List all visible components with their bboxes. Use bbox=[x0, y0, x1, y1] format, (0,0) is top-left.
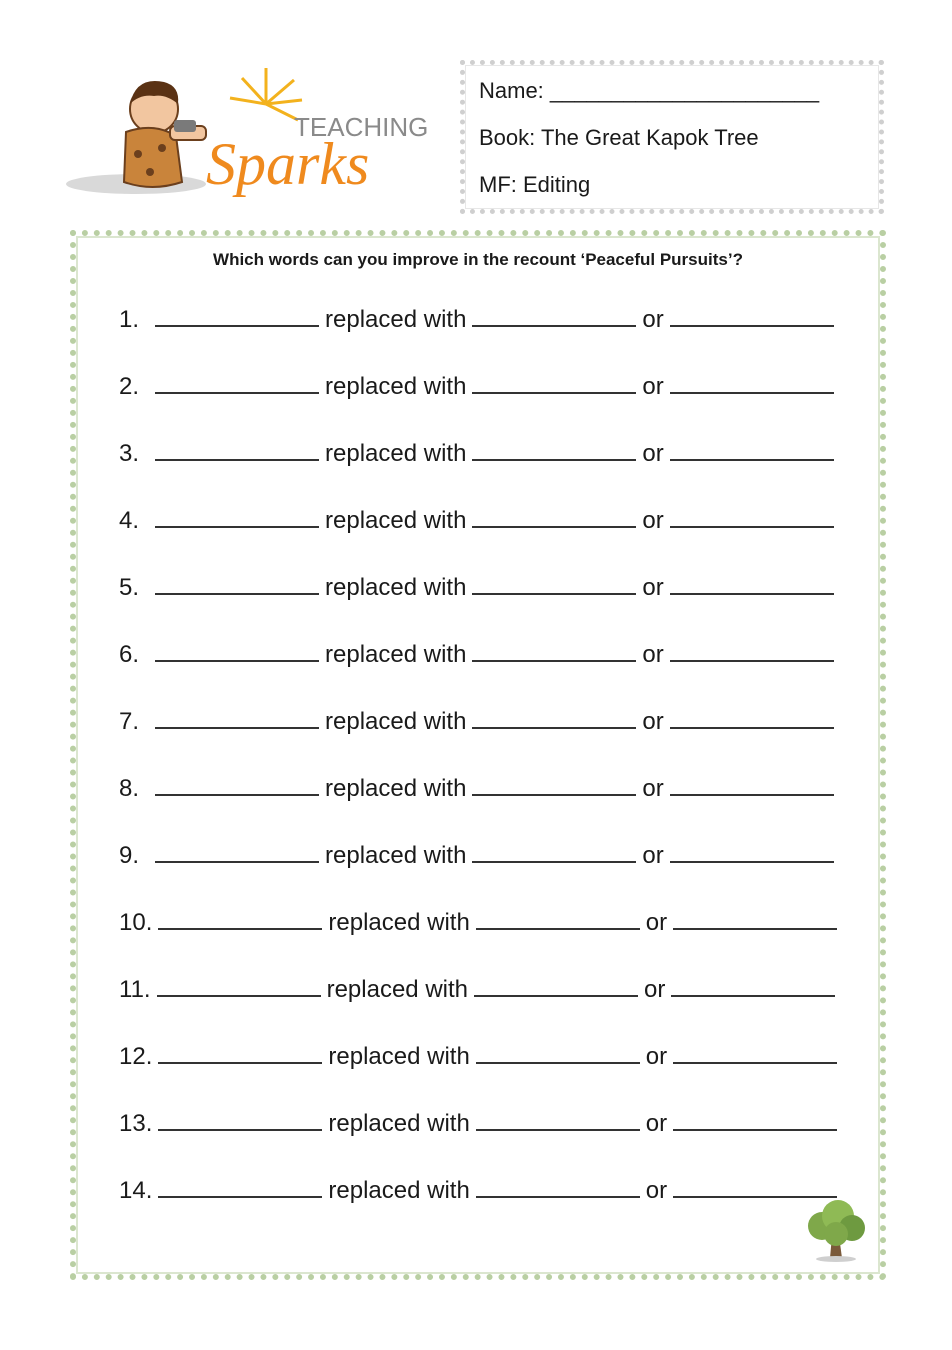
original-word-blank[interactable] bbox=[155, 307, 319, 327]
or-label: or bbox=[642, 775, 664, 802]
book-title: Book: The Great Kapok Tree bbox=[479, 125, 759, 150]
worksheet-panel bbox=[70, 230, 886, 1280]
replaced-with-label: replaced with bbox=[325, 775, 467, 802]
answer-row bbox=[119, 1110, 880, 1177]
row-number: 1. bbox=[119, 306, 140, 333]
replacement-two-blank[interactable] bbox=[670, 575, 834, 595]
logo-text-top: TEACHING bbox=[294, 112, 429, 142]
replacement-one-blank[interactable] bbox=[476, 1044, 640, 1064]
replacement-two-blank[interactable] bbox=[670, 843, 834, 863]
answer-row bbox=[119, 976, 880, 1043]
replacement-one-blank[interactable] bbox=[472, 709, 636, 729]
replacement-one-blank[interactable] bbox=[472, 575, 636, 595]
row-number: 8. bbox=[119, 775, 140, 802]
replacement-two-blank[interactable] bbox=[673, 1178, 837, 1198]
mf-focus: MF: Editing bbox=[479, 172, 591, 197]
replacement-two-blank[interactable] bbox=[673, 910, 837, 930]
row-number: 14. bbox=[119, 1177, 153, 1204]
answer-row bbox=[119, 507, 880, 574]
answer-row bbox=[119, 306, 880, 373]
row-number: 3. bbox=[119, 440, 140, 467]
or-label: or bbox=[645, 909, 668, 936]
row-number: 6. bbox=[119, 641, 140, 668]
answer-row bbox=[119, 1043, 880, 1110]
name-field-label: Name: ______________________ bbox=[479, 78, 820, 103]
answer-row bbox=[119, 641, 880, 708]
replacement-one-blank[interactable] bbox=[474, 977, 638, 997]
replacement-two-blank[interactable] bbox=[670, 776, 834, 796]
answer-row bbox=[119, 909, 880, 976]
replaced-with-label: replaced with bbox=[325, 373, 467, 400]
original-word-blank[interactable] bbox=[155, 843, 319, 863]
row-number: 10. bbox=[119, 909, 153, 936]
replacement-two-blank[interactable] bbox=[671, 977, 835, 997]
or-label: or bbox=[642, 507, 664, 534]
replacement-one-blank[interactable] bbox=[472, 776, 636, 796]
row-number: 7. bbox=[119, 708, 140, 735]
answer-row bbox=[119, 708, 880, 775]
answer-row bbox=[119, 842, 880, 909]
replacement-one-blank[interactable] bbox=[472, 642, 636, 662]
tree-icon bbox=[802, 1196, 870, 1264]
row-number: 12. bbox=[119, 1043, 153, 1070]
replacement-one-blank[interactable] bbox=[472, 441, 636, 461]
replacement-two-blank[interactable] bbox=[670, 709, 834, 729]
replaced-with-label: replaced with bbox=[328, 1043, 470, 1070]
original-word-blank[interactable] bbox=[155, 508, 319, 528]
replaced-with-label: replaced with bbox=[325, 440, 467, 467]
answer-row bbox=[119, 373, 880, 440]
replacement-one-blank[interactable] bbox=[472, 374, 636, 394]
replacement-two-blank[interactable] bbox=[670, 307, 834, 327]
original-word-blank[interactable] bbox=[157, 977, 321, 997]
replacement-one-blank[interactable] bbox=[476, 1178, 640, 1198]
answer-row bbox=[119, 1177, 880, 1244]
replacement-two-blank[interactable] bbox=[670, 374, 834, 394]
or-label: or bbox=[642, 373, 664, 400]
replacement-one-blank[interactable] bbox=[472, 508, 636, 528]
caveman-mascot-icon bbox=[124, 81, 206, 187]
or-label: or bbox=[644, 976, 666, 1003]
replaced-with-label: replaced with bbox=[325, 641, 467, 668]
replaced-with-label: replaced with bbox=[328, 1177, 470, 1204]
replacement-two-blank[interactable] bbox=[670, 642, 834, 662]
answer-row bbox=[119, 440, 880, 507]
or-label: or bbox=[642, 306, 664, 333]
or-label: or bbox=[645, 1043, 668, 1070]
student-info-box bbox=[460, 60, 884, 214]
answer-rows bbox=[119, 306, 880, 1244]
replaced-with-label: replaced with bbox=[326, 976, 469, 1003]
row-number: 13. bbox=[119, 1110, 153, 1137]
replaced-with-label: replaced with bbox=[325, 306, 467, 333]
replaced-with-label: replaced with bbox=[325, 708, 467, 735]
or-label: or bbox=[642, 440, 664, 467]
original-word-blank[interactable] bbox=[158, 1178, 322, 1198]
or-label: or bbox=[645, 1177, 668, 1204]
replaced-with-label: replaced with bbox=[325, 842, 467, 869]
original-word-blank[interactable] bbox=[155, 374, 319, 394]
answer-row bbox=[119, 574, 880, 641]
row-number: 4. bbox=[119, 507, 140, 534]
row-number: 11. bbox=[119, 976, 151, 1003]
replacement-one-blank[interactable] bbox=[472, 843, 636, 863]
replacement-one-blank[interactable] bbox=[472, 307, 636, 327]
replacement-two-blank[interactable] bbox=[670, 441, 834, 461]
or-label: or bbox=[642, 842, 664, 869]
replacement-two-blank[interactable] bbox=[673, 1111, 837, 1131]
or-label: or bbox=[642, 574, 664, 601]
original-word-blank[interactable] bbox=[155, 575, 319, 595]
original-word-blank[interactable] bbox=[155, 441, 319, 461]
replacement-two-blank[interactable] bbox=[673, 1044, 837, 1064]
replaced-with-label: replaced with bbox=[328, 909, 470, 936]
original-word-blank[interactable] bbox=[158, 1044, 322, 1064]
teaching-sparks-logo bbox=[66, 64, 446, 214]
or-label: or bbox=[645, 1110, 668, 1137]
replacement-one-blank[interactable] bbox=[476, 910, 640, 930]
or-label: or bbox=[642, 641, 664, 668]
logo-text-main: Sparks bbox=[206, 131, 370, 197]
replacement-one-blank[interactable] bbox=[476, 1111, 640, 1131]
spark-rays-icon bbox=[230, 68, 302, 120]
original-word-blank[interactable] bbox=[155, 709, 319, 729]
worksheet-question: Which words can you improve in the recount ‘Peaceful Pursuits’? bbox=[213, 250, 743, 269]
original-word-blank[interactable] bbox=[158, 1111, 322, 1131]
or-label: or bbox=[642, 708, 664, 735]
replaced-with-label: replaced with bbox=[325, 574, 467, 601]
original-word-blank[interactable] bbox=[155, 642, 319, 662]
answer-row bbox=[119, 775, 880, 842]
original-word-blank[interactable] bbox=[158, 910, 322, 930]
row-number: 9. bbox=[119, 842, 140, 869]
replacement-two-blank[interactable] bbox=[670, 508, 834, 528]
original-word-blank[interactable] bbox=[155, 776, 319, 796]
replaced-with-label: replaced with bbox=[328, 1110, 470, 1137]
row-number: 5. bbox=[119, 574, 140, 601]
row-number: 2. bbox=[119, 373, 140, 400]
replaced-with-label: replaced with bbox=[325, 507, 467, 534]
